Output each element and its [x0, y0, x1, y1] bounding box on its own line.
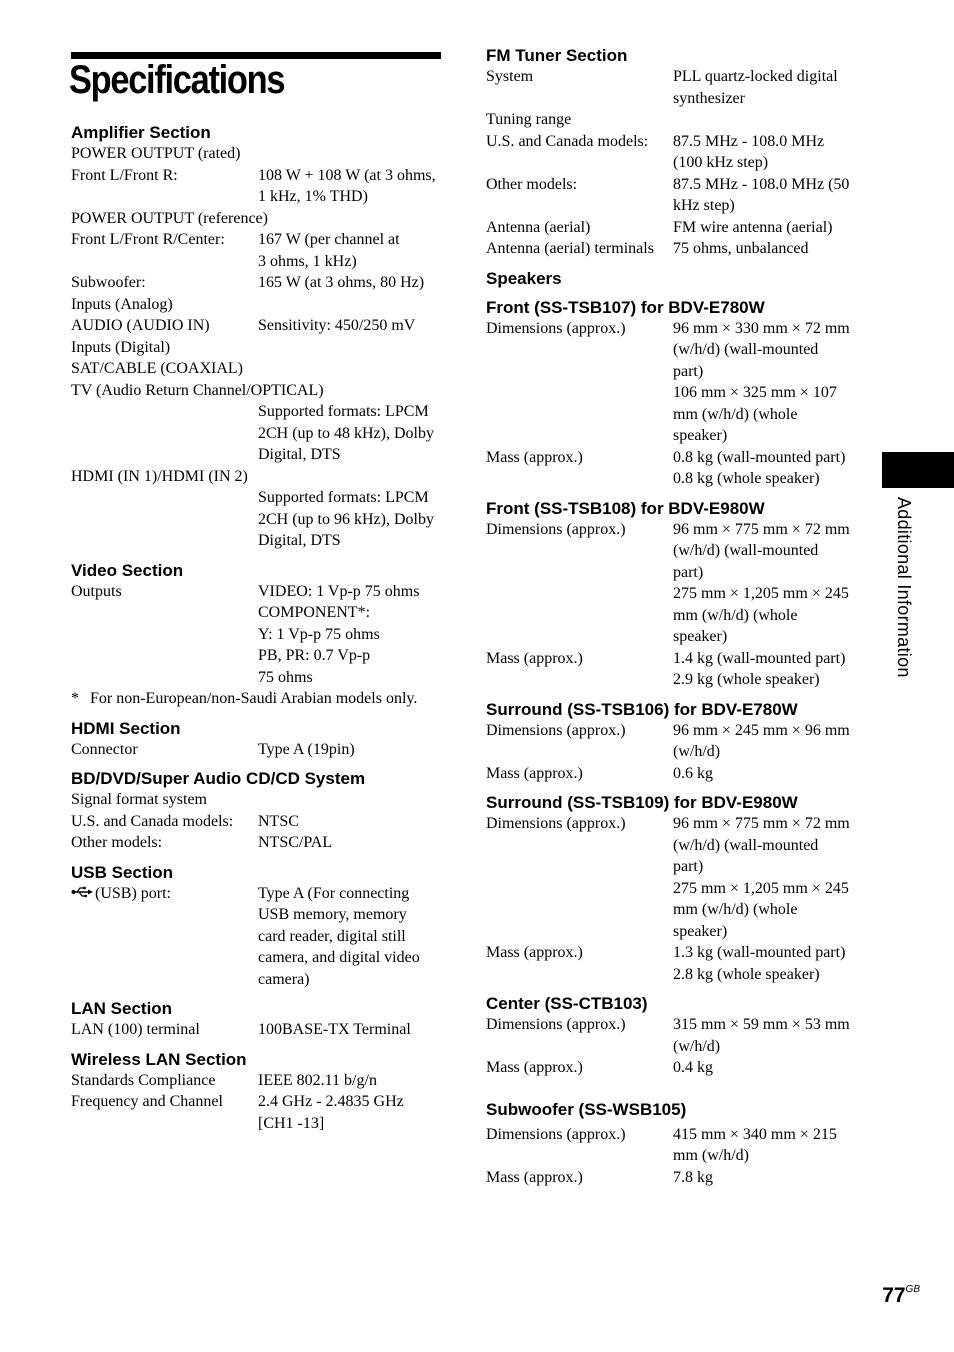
- spec-row: Mass (approx.) 7.8 kg: [486, 1168, 713, 1186]
- spec-row: Mass (approx.) 1.3 kg (wall-mounted part) 2.8 kg (whole speaker): [486, 944, 846, 983]
- spec-row: Front L/Front R/Center: 167 W (per channel at 3 ohms, 1 kHz): [71, 231, 400, 270]
- page-title: Specifications: [69, 58, 285, 102]
- usb-icon: [71, 883, 95, 905]
- page-number: $77^{GB}$: [882, 1284, 920, 1307]
- power-reference: POWER OUTPUT (reference): [71, 209, 268, 227]
- spec-row: Standards Compliance IEEE 802.11 b/g/n: [71, 1071, 377, 1089]
- spec-row: U.S. and Canada models: 87.5 MHz - 108.0 MHz (100 kHz step): [486, 132, 825, 171]
- lan-heading: LAN Section: [71, 999, 173, 1018]
- spec-row: Mass (approx.) 0.4 kg: [486, 1059, 713, 1076]
- hdmi-heading: HDMI Section: [71, 718, 181, 738]
- section-label: Additional Information: [894, 497, 914, 678]
- amplifier-heading: Amplifier Section: [71, 123, 211, 142]
- surr106-heading: Surround (SS-TSB106) for BDV-E780W: [486, 699, 798, 719]
- spec-row: U.S. and Canada models: NTSC: [71, 812, 299, 830]
- inputs-analog: Inputs (Analog): [71, 295, 173, 313]
- spec-row: Mass (approx.) 1.4 kg (wall-mounted part) 2.9 kg (whole speaker): [486, 649, 846, 688]
- spec-row: (USB) port: Type A (For connecting USB memory, memory card reader, digital still camera, and digital video camera): [71, 883, 443, 991]
- signal-format: Signal format system: [71, 791, 207, 808]
- spec-row: Connector Type A (19pin): [71, 740, 355, 758]
- spec-row: Frequency and Channel 2.4 GHz - 2.4835 GHz [CH1 -13]: [71, 1093, 404, 1132]
- speakers-heading: Speakers: [486, 268, 562, 288]
- spec-row: Supported formats: LPCM 2CH (up to 96 kHz), Dolby Digital, DTS: [258, 489, 434, 549]
- usb-heading: USB Section: [71, 862, 174, 882]
- spec-row: Supported formats: LPCM 2CH (up to 48 kHz), Dolby Digital, DTS: [258, 403, 434, 463]
- spec-row: Dimensions (approx.) 96 mm × 775 mm × 72 mm (w/h/d) (wall-mounted part) 275 mm × 1,205 mm × 245 mm (w/h/d) (whole speaker): [486, 520, 850, 645]
- surr109-heading: Surround (SS-TSB109) for BDV-E980W: [486, 793, 798, 812]
- spec-row: Dimensions (approx.) 96 mm × 245 mm × 96 mm (w/h/d): [486, 721, 850, 760]
- spec-row: Dimensions (approx.) 315 mm × 59 mm × 53 mm (w/h/d): [486, 1016, 850, 1055]
- spec-row: Subwoofer: 165 W (at 3 ohms, 80 Hz): [71, 274, 425, 291]
- inputs-digital: Inputs (Digital): [71, 338, 171, 356]
- fm-heading: FM Tuner Section: [486, 46, 628, 65]
- right-column: [486, 45, 876, 1188]
- front108-heading: Front (SS-TSB108) for BDV-E980W: [486, 498, 765, 518]
- spec-row: AUDIO (AUDIO IN) Sensitivity: 450/250 mV: [71, 317, 416, 334]
- spec-row: Outputs VIDEO: 1 Vp-p 75 ohms COMPONENT*: Y: 1 Vp-p 75 ohms PB, PR: 0.7 Vp-p 75 ohms: [71, 582, 420, 686]
- subwoofer-heading: Subwoofer (SS-WSB105): [486, 1099, 687, 1119]
- center-heading: Center (SS-CTB103): [486, 994, 648, 1013]
- hdmi-input: HDMI (IN 1)/HDMI (IN 2): [71, 467, 248, 485]
- power-rated: POWER OUTPUT (rated): [71, 145, 241, 162]
- spec-row: Dimensions (approx.) 415 mm × 340 mm × 215 mm (w/h/d): [486, 1125, 837, 1164]
- spec-row: Dimensions (approx.) 96 mm × 330 mm × 72 mm (w/h/d) (wall-mounted part) 106 mm × 325 mm × 107 mm (w/h/d) (whole speaker): [486, 319, 850, 444]
- spec-row: System PLL quartz-locked digital synthesizer: [486, 68, 838, 107]
- tv-input: TV (Audio Return Channel/OPTICAL): [71, 381, 324, 399]
- spec-row: Mass (approx.) 0.6 kg: [486, 764, 713, 782]
- spec-row: LAN (100) terminal 100BASE-TX Terminal: [71, 1021, 411, 1038]
- front107-heading: Front (SS-TSB107) for BDV-E780W: [486, 297, 765, 317]
- spec-row: Antenna (aerial) FM wire antenna (aerial): [486, 218, 833, 236]
- spec-row: Mass (approx.) 0.8 kg (wall-mounted part) 0.8 kg (whole speaker): [486, 448, 846, 487]
- spec-row: Dimensions (approx.) 96 mm × 775 mm × 72 mm (w/h/d) (wall-mounted part) 275 mm × 1,205 mm × 245 mm (w/h/d) (whole speaker): [486, 815, 850, 940]
- section-tab: [882, 452, 954, 488]
- left-column: [71, 122, 443, 1134]
- spec-row: Front L/Front R: 108 W + 108 W (at 3 ohms, 1 kHz, 1% THD): [71, 166, 436, 205]
- footnote: * For non-European/non-Saudi Arabian models only.: [71, 690, 418, 707]
- wlan-heading: Wireless LAN Section: [71, 1049, 247, 1069]
- sat-cable: SAT/CABLE (COAXIAL): [71, 360, 243, 377]
- tuning-range: Tuning range: [486, 111, 572, 128]
- bd-heading: BD/DVD/Super Audio CD/CD System: [71, 769, 366, 788]
- spec-row: Other models: 87.5 MHz - 108.0 MHz (50 kHz step): [486, 175, 850, 214]
- spec-row: Other models: NTSC/PAL: [71, 834, 333, 851]
- spec-row: Antenna (aerial) terminals 75 ohms, unbalanced: [486, 240, 809, 257]
- video-heading: Video Section: [71, 560, 184, 580]
